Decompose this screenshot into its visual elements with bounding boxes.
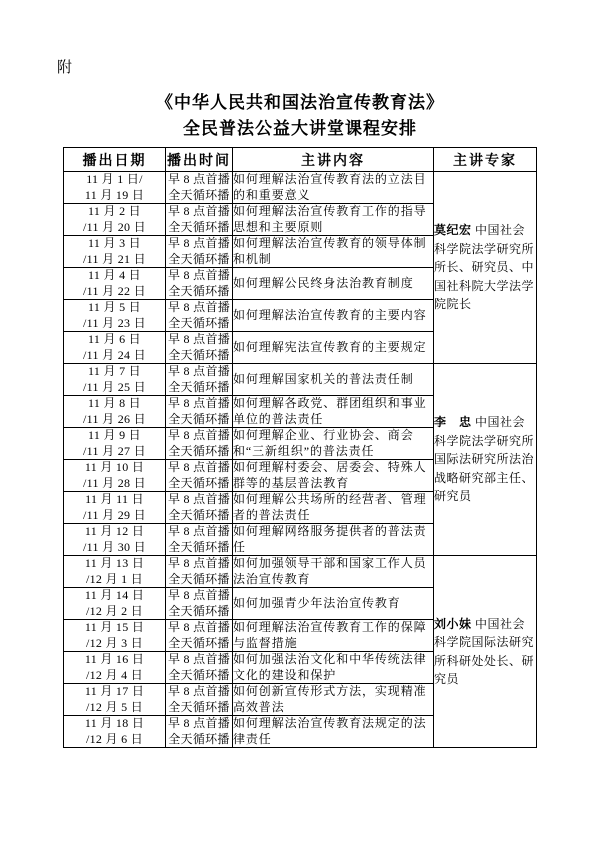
broadcast-date-cell	[64, 588, 166, 620]
date-line: /12 月 2 日	[85, 603, 144, 618]
broadcast-time-cell	[166, 716, 233, 748]
expert-name: 李 忠	[434, 415, 472, 430]
time-line: 全天循环播	[168, 187, 230, 202]
date-line: 11 月 11 日	[85, 492, 144, 506]
date-line: /11 月 25 日	[83, 379, 146, 394]
broadcast-time-cell	[166, 268, 233, 300]
header-broadcast-date: 播出日期	[64, 148, 166, 172]
date-line: /12 月 6 日	[85, 731, 144, 746]
time-line: 全天循环播	[168, 539, 230, 554]
lecture-content-cell: 如何理解宪法宣传教育的主要规定	[233, 332, 434, 364]
time-line: 早 8 点首播	[167, 172, 231, 186]
time-line: 全天循环播	[168, 731, 230, 746]
broadcast-date-cell	[64, 556, 166, 588]
broadcast-date-cell	[64, 364, 166, 396]
doc-title-line1: 《中华人民共和国法治宣传教育法》	[156, 93, 444, 112]
time-line: 早 8 点首播	[167, 492, 231, 506]
time-line: 全天循环播	[168, 571, 230, 586]
table-row	[64, 556, 537, 588]
date-line: 11 月 17 日	[84, 684, 145, 698]
broadcast-time-cell	[166, 652, 233, 684]
lecture-content-cell: 如何理解各政党、群团组织和事业单位的普法责任	[233, 396, 434, 428]
lecture-content-cell: 如何创新宣传形式方法，实现精准高效普法	[233, 684, 434, 716]
broadcast-time-cell	[166, 492, 233, 524]
lecture-content-cell: 如何理解村委会、居委会、特殊人群等的基层普法教育	[233, 460, 434, 492]
time-line: 早 8 点首播	[167, 268, 231, 282]
date-line: /11 月 28 日	[83, 475, 146, 490]
time-line: 早 8 点首播	[167, 236, 231, 250]
date-line: 11 月 18 日	[84, 716, 145, 730]
time-line: 全天循环播	[168, 667, 230, 682]
date-line: /11 月 27 日	[83, 443, 146, 458]
expert-name: 刘小妹	[434, 616, 472, 631]
time-line: 早 8 点首播	[167, 300, 231, 314]
date-line: /11 月 22 日	[83, 283, 146, 298]
date-line: /12 月 3 日	[85, 635, 144, 650]
date-line: 11 月 14 日	[84, 588, 145, 602]
table-header-row	[64, 148, 537, 172]
lecture-content-cell: 如何理解法治宣传教育法规定的法律责任	[233, 716, 434, 748]
broadcast-date-cell	[64, 524, 166, 556]
expert-description: 中国社会科学院法学研究所国际法研究所法治战略研究部主任、研究员	[434, 415, 535, 504]
date-line: 11 月 3 日	[88, 236, 141, 250]
date-line: /11 月 30 日	[83, 539, 146, 554]
time-line: 早 8 点首播	[167, 204, 231, 218]
broadcast-time-cell	[166, 172, 233, 204]
time-line: 全天循环播	[168, 283, 230, 298]
broadcast-time-cell	[166, 364, 233, 396]
broadcast-date-cell	[64, 428, 166, 460]
date-line: /11 月 21 日	[83, 251, 146, 266]
broadcast-time-cell	[166, 300, 233, 332]
broadcast-date-cell	[64, 172, 166, 204]
date-line: 11 月 15 日	[84, 620, 145, 634]
lecture-content-cell: 如何理解公民终身法治教育制度	[233, 268, 434, 300]
time-line: 早 8 点首播	[167, 524, 231, 538]
schedule-table-body	[64, 172, 537, 748]
broadcast-date-cell	[64, 492, 166, 524]
lecture-content-cell: 如何加强领导干部和国家工作人员法治宣传教育	[233, 556, 434, 588]
table-row	[64, 364, 537, 396]
date-line: 11 月 5 日	[88, 300, 141, 314]
time-line: 全天循环播	[168, 475, 230, 490]
date-line: /11 月 20 日	[83, 219, 146, 234]
time-line: 全天循环播	[168, 315, 230, 330]
date-line: /11 月 24 日	[83, 347, 146, 362]
date-line: 11 月 2 日	[88, 204, 141, 218]
time-line: 早 8 点首播	[167, 684, 231, 698]
broadcast-date-cell	[64, 300, 166, 332]
date-line: 11 月 8 日	[88, 396, 141, 410]
time-line: 早 8 点首播	[167, 620, 231, 634]
time-line: 全天循环播	[168, 251, 230, 266]
broadcast-date-cell	[64, 332, 166, 364]
broadcast-time-cell	[166, 588, 233, 620]
time-line: 早 8 点首播	[167, 588, 231, 602]
broadcast-time-cell	[166, 556, 233, 588]
broadcast-date-cell	[64, 716, 166, 748]
time-line: 全天循环播	[168, 443, 230, 458]
time-line: 全天循环播	[168, 411, 230, 426]
date-line: 11 月 1 日/	[86, 172, 143, 186]
lecture-content-cell: 如何理解企业、行业协会、商会和“三新组织”的普法责任	[233, 428, 434, 460]
date-line: 11 月 12 日	[84, 524, 145, 538]
time-line: 早 8 点首播	[167, 396, 231, 410]
date-line: 11 月 10 日	[84, 460, 145, 474]
broadcast-time-cell	[166, 428, 233, 460]
date-line: /12 月 4 日	[85, 667, 144, 682]
lecture-content-cell: 如何理解公共场所的经营者、管理者的普法责任	[233, 492, 434, 524]
lecture-content-cell: 如何加强法治文化和中华传统法律文化的建设和保护	[233, 652, 434, 684]
time-line: 全天循环播	[168, 699, 230, 714]
broadcast-time-cell	[166, 236, 233, 268]
broadcast-time-cell	[166, 620, 233, 652]
time-line: 早 8 点首播	[167, 716, 231, 730]
lecture-expert-cell	[434, 364, 537, 556]
broadcast-date-cell	[64, 204, 166, 236]
broadcast-time-cell	[166, 396, 233, 428]
broadcast-time-cell	[166, 460, 233, 492]
date-line: 11 月 19 日	[84, 187, 145, 202]
lecture-expert-cell	[434, 556, 537, 748]
time-line: 全天循环播	[168, 507, 230, 522]
broadcast-date-cell	[64, 236, 166, 268]
header-lecture-content: 主讲内容	[233, 148, 434, 172]
time-line: 全天循环播	[168, 379, 230, 394]
time-line: 全天循环播	[168, 603, 230, 618]
attachment-label: 附	[57, 60, 73, 76]
broadcast-date-cell	[64, 268, 166, 300]
lecture-content-cell: 如何理解法治宣传教育工作的保障与监督措施	[233, 620, 434, 652]
time-line: 全天循环播	[168, 219, 230, 234]
broadcast-date-cell	[64, 460, 166, 492]
broadcast-date-cell	[64, 684, 166, 716]
lecture-expert-cell	[434, 172, 537, 364]
header-lecture-expert: 主讲专家	[434, 148, 537, 172]
time-line: 早 8 点首播	[167, 428, 231, 442]
date-line: 11 月 9 日	[88, 428, 141, 442]
time-line: 全天循环播	[168, 635, 230, 650]
schedule-table	[63, 147, 537, 748]
date-line: /11 月 29 日	[83, 507, 146, 522]
broadcast-time-cell	[166, 332, 233, 364]
table-row	[64, 172, 537, 204]
broadcast-date-cell	[64, 620, 166, 652]
date-line: /11 月 26 日	[83, 411, 146, 426]
date-line: 11 月 6 日	[88, 332, 141, 346]
lecture-content-cell: 如何理解法治宣传教育的主要内容	[233, 300, 434, 332]
time-line: 早 8 点首播	[167, 364, 231, 378]
lecture-content-cell: 如何加强青少年法治宣传教育	[233, 588, 434, 620]
time-line: 全天循环播	[168, 347, 230, 362]
expert-description: 中国社会科学院国际法研究所科研处处长、研究员	[434, 616, 535, 686]
broadcast-time-cell	[166, 204, 233, 236]
broadcast-date-cell	[64, 652, 166, 684]
lecture-content-cell: 如何理解法治宣传教育法的立法目的和重要意义	[233, 172, 434, 204]
date-line: /12 月 1 日	[85, 571, 144, 586]
date-line: /11 月 23 日	[83, 315, 146, 330]
lecture-content-cell: 如何理解法治宣传教育的领导体制和机制	[233, 236, 434, 268]
date-line: /12 月 5 日	[85, 699, 144, 714]
expert-name: 莫纪宏	[434, 223, 472, 238]
header-broadcast-time: 播出时间	[166, 148, 233, 172]
expert-description: 中国社会科学院法学研究所所长、研究员、中国社科院大学法学院院长	[434, 223, 535, 312]
doc-title-line2: 全民普法公益大讲堂课程安排	[183, 119, 417, 138]
date-line: 11 月 7 日	[88, 364, 141, 378]
date-line: 11 月 4 日	[88, 268, 141, 282]
time-line: 早 8 点首播	[167, 652, 231, 666]
lecture-content-cell: 如何理解国家机关的普法责任制	[233, 364, 434, 396]
lecture-content-cell: 如何理解网络服务提供者的普法责任	[233, 524, 434, 556]
time-line: 早 8 点首播	[167, 332, 231, 346]
date-line: 11 月 13 日	[84, 556, 145, 570]
broadcast-time-cell	[166, 684, 233, 716]
broadcast-date-cell	[64, 396, 166, 428]
lecture-content-cell: 如何理解法治宣传教育工作的指导思想和主要原则	[233, 204, 434, 236]
time-line: 早 8 点首播	[167, 556, 231, 570]
broadcast-time-cell	[166, 524, 233, 556]
time-line: 早 8 点首播	[167, 460, 231, 474]
date-line: 11 月 16 日	[84, 652, 145, 666]
